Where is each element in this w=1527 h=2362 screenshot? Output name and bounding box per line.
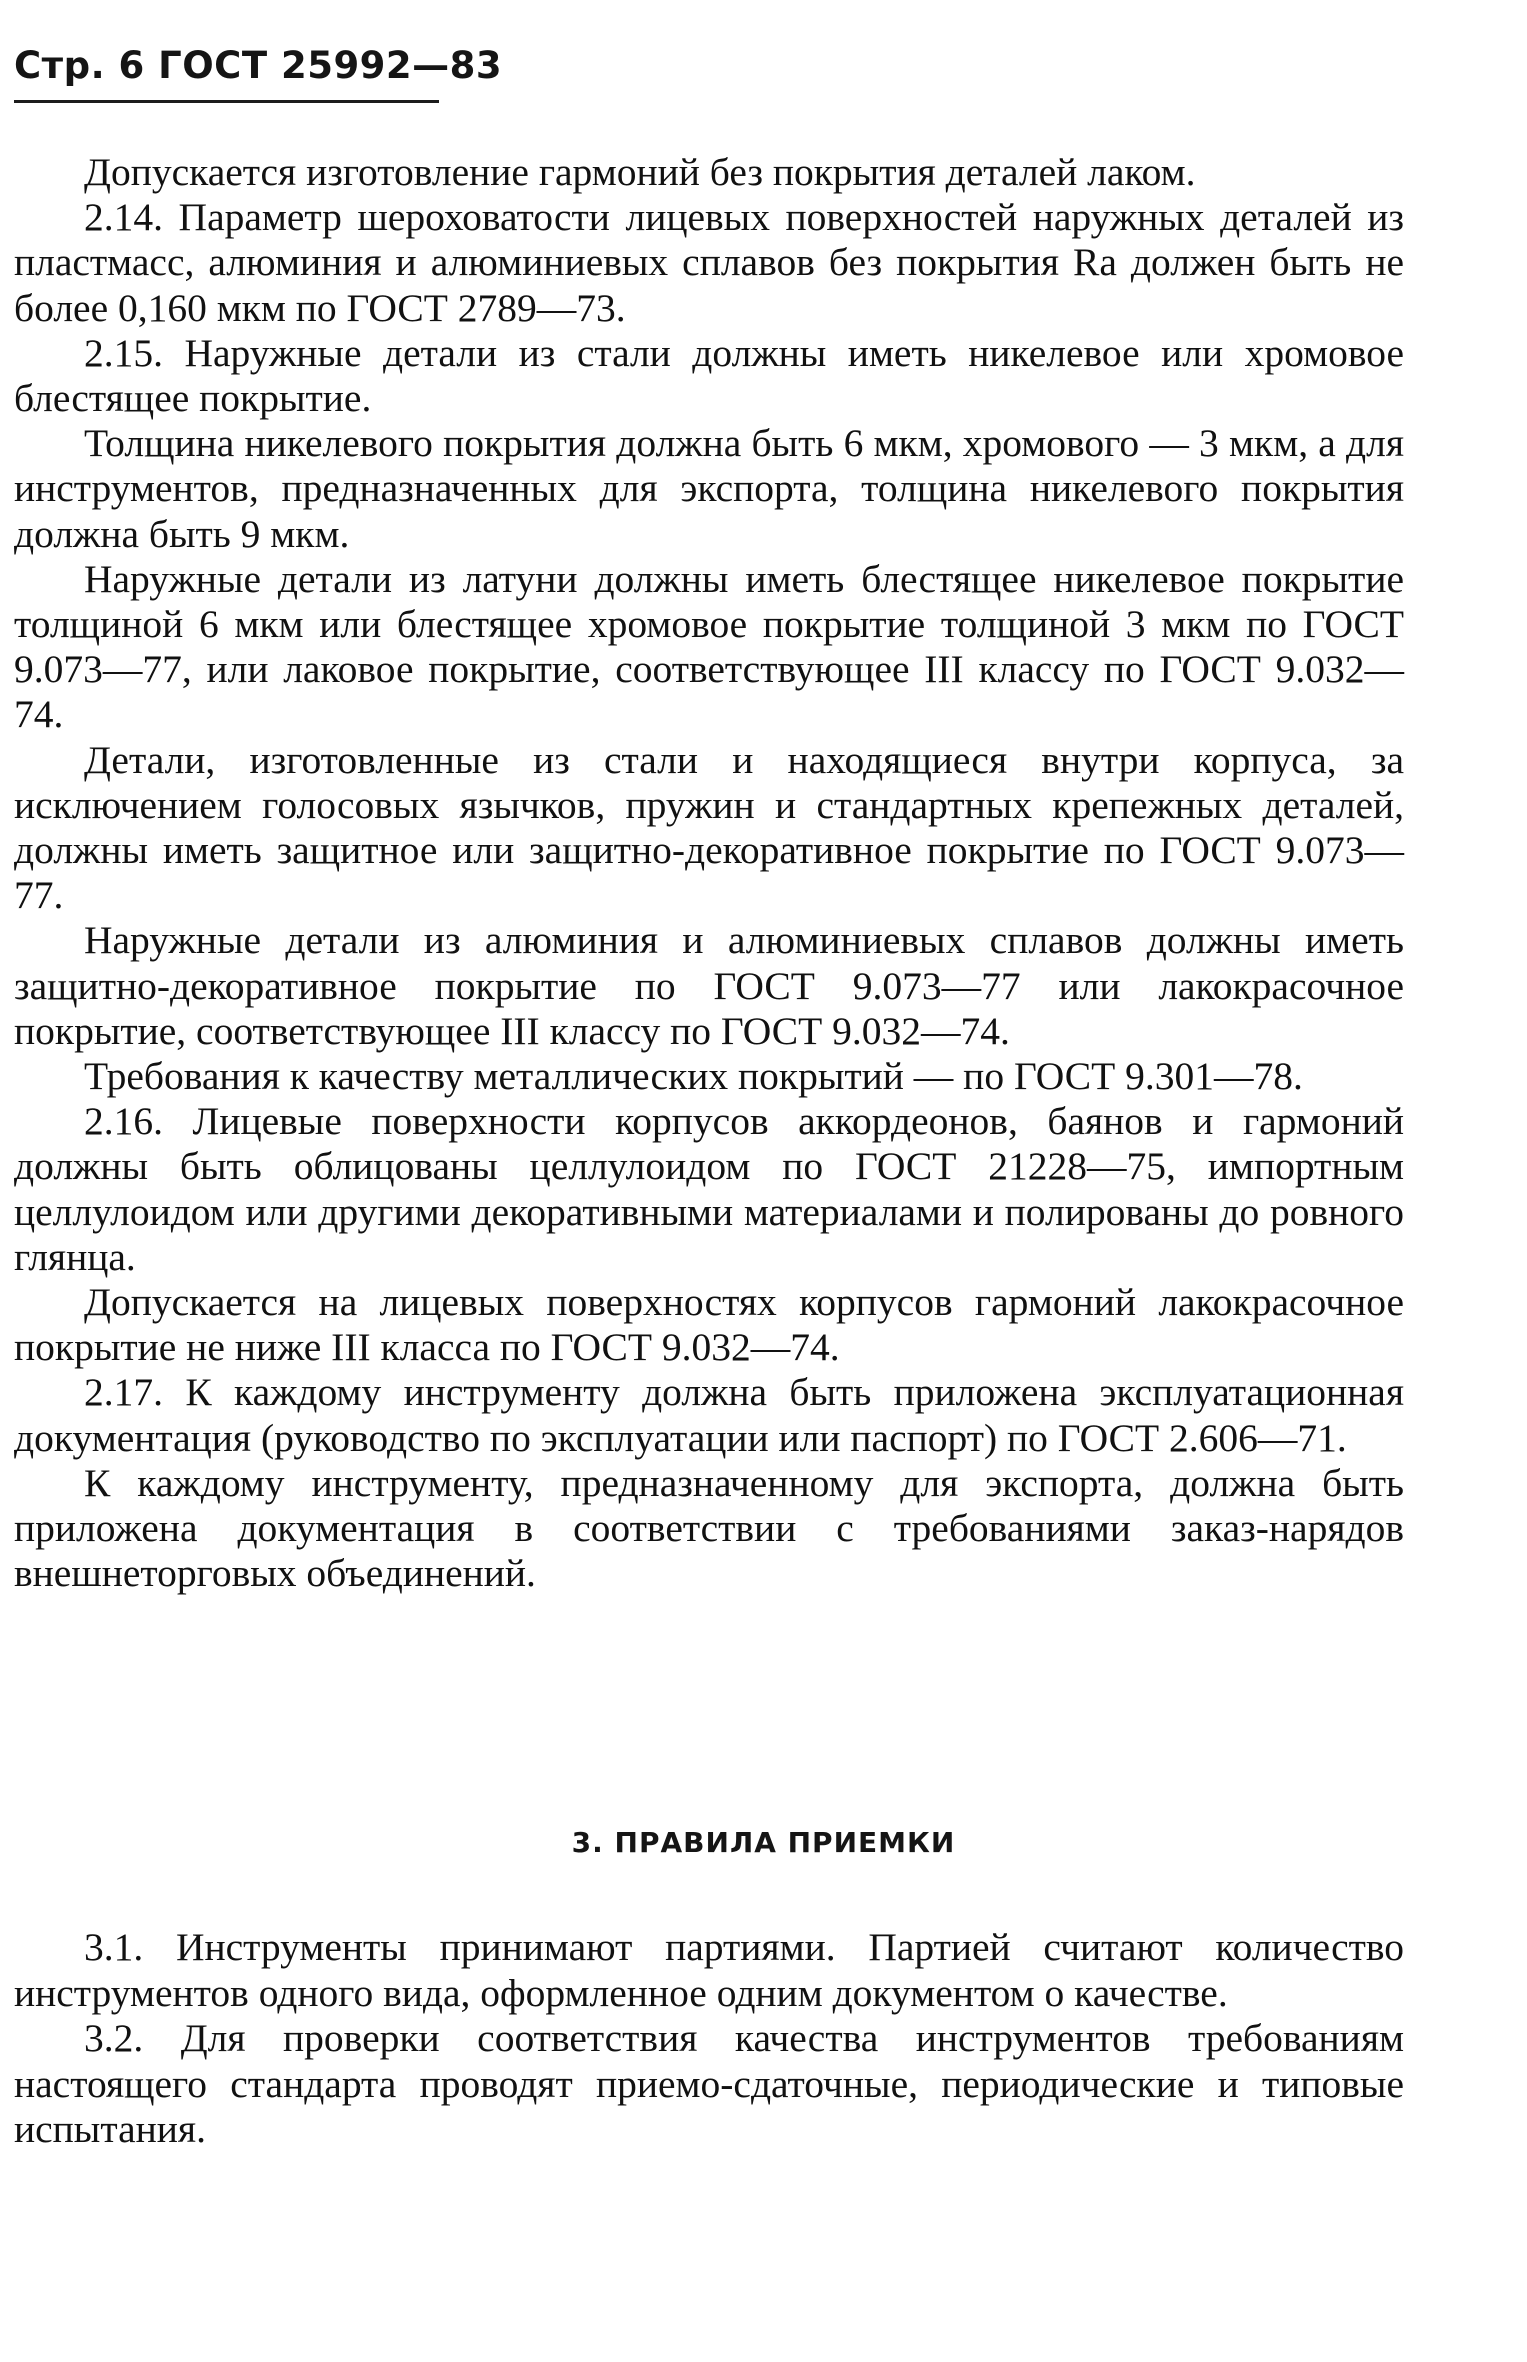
- page-header: Стр. 6 ГОСТ 25992—83: [14, 44, 503, 87]
- paragraph: Детали, изготовленные из стали и находящиеся внутри корпуса, за исключением голосовых язычков, пружин и стандартных крепежных деталей, должны иметь защитное или защитно-декоративное покрытие по ГОСТ 9.073—77.: [14, 737, 1404, 918]
- paragraph: 2.15. Наружные детали из стали должны иметь никелевое или хромовое блестящее покрытие.: [14, 330, 1404, 421]
- paragraph: 2.16. Лицевые поверхности корпусов аккордеонов, баянов и гармоний должны быть облицованы целлулоидом по ГОСТ 21228—75, импортным целлулоидом или другими декоративными материалами и полированы до ровного глянца.: [14, 1099, 1404, 1279]
- paragraph: Требования к качеству металлических покрытий — по ГОСТ 9.301—78.: [84, 1054, 1303, 1099]
- paragraph: 3.1. Инструменты принимают партиями. Партией считают количество инструментов одного вида, оформленное одним документом о качестве.: [14, 1925, 1404, 2015]
- section-body: [14, 1925, 1404, 2153]
- paragraph: Допускается изготовление гармоний без покрытия деталей лаком.: [84, 150, 1196, 194]
- paragraph: Наружные детали из алюминия и алюминиевых сплавов должны иметь защитно-декоративное покрытие по ГОСТ 9.073—77 или лакокрасочное покрытие, соответствующее III классу по ГОСТ 9.032—74.: [14, 918, 1404, 1053]
- paragraph: Допускается на лицевых поверхностях корпусов гармоний лакокрасочное покрытие не ниже III класса по ГОСТ 9.032—74.: [14, 1280, 1404, 1370]
- paragraph: 3.2. Для проверки соответствия качества инструментов требованиям настоящего стандарта проводят приемо-сдаточные, периодические и типовые испытания.: [14, 2016, 1404, 2151]
- paragraph: Наружные детали из латуни должны иметь блестящее никелевое покрытие толщиной 6 мкм или блестящее хромовое покрытие толщиной 3 мкм по ГОСТ 9.073—77, или лаковое покрытие, соответствующее III классу по ГОСТ 9.032—74.: [14, 556, 1404, 737]
- paragraph: Толщина никелевого покрытия должна быть 6 мкм, хромового — 3 мкм, а для инструментов, предназначенных для экспорта, толщина никелевого покрытия должна быть 9 мкм.: [14, 421, 1404, 556]
- header-rule: [14, 100, 439, 103]
- body-text: [14, 150, 1404, 1597]
- paragraph: К каждому инструменту, предназначенному для экспорта, должна быть приложена документация в соответствии с требованиями заказ-нарядов внешнеторговых объединений.: [14, 1460, 1404, 1596]
- paragraph: 2.17. К каждому инструменту должна быть приложена эксплуатационная документация (руководство по эксплуатации или паспорт) по ГОСТ 2.606—71.: [14, 1370, 1404, 1460]
- section-title: 3. ПРАВИЛА ПРИЕМКИ: [571, 1826, 956, 1859]
- paragraph: 2.14. Параметр шероховатости лицевых поверхностей наружных деталей из пластмасс, алюминия и алюминиевых сплавов без покрытия Ra должен быть не более 0,160 мкм по ГОСТ 2789—73.: [14, 195, 1404, 330]
